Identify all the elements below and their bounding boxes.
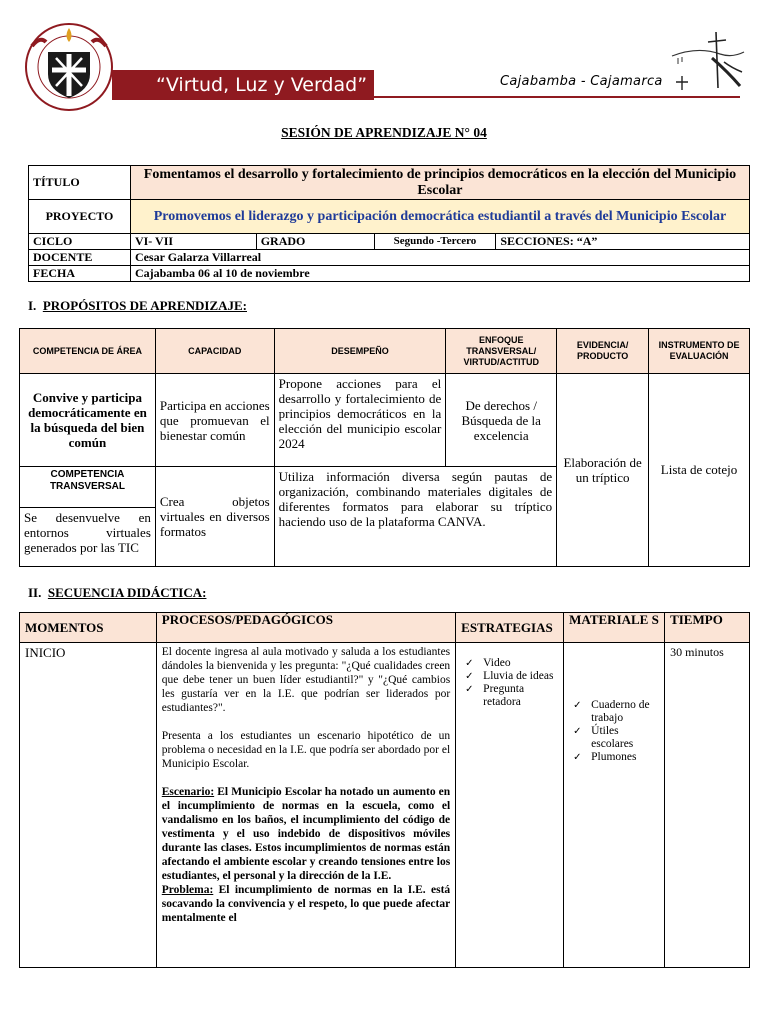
proceso-paragraph-2: Presenta a los estudiantes un escenario hipotético de un problema o necesidad en la I.E. que podría ser abordado por el Municipio Escolar. <box>161 730 451 770</box>
check-icon: ✓ <box>465 671 474 682</box>
capacidad-2: Crea objetos virtuales en diversos formatos <box>155 467 274 567</box>
escenario-text: El Municipio Escolar ha notado un aumento en el incumplimiento de normas en la escuela, como el vandalismo en los baños, el incumplimiento del código de vestimenta y el uso indebido de dispositivos móviles durante las clases. Estos incumplimientos de normas están afectando el ambiente escolar y creando tensiones entre los estudiantes, el personal y la dirección de la I.E. <box>161 786 451 882</box>
header-evidencia: EVIDENCIA/ PRODUCTO <box>557 329 649 374</box>
session-info-table <box>28 165 750 282</box>
instrumento-evaluacion: Lista de cotejo <box>649 374 750 567</box>
header-procesos: PROCESOS/PEDAGÓGICOS <box>156 613 455 643</box>
problema-text: El incumplimiento de normas en la I.E. está socavando la convivencia y el respeto, lo que puede afectar mentalmente el <box>161 884 451 924</box>
materiales-cell <box>564 643 665 968</box>
header-instrumento: INSTRUMENTO DE EVALUACIÓN <box>649 329 750 374</box>
section-1-title: PROPÓSITOS DE APRENDIZAJE: <box>42 298 247 313</box>
proyecto-label: PROYECTO <box>29 200 131 234</box>
list-item: ✓ Cuaderno de trabajo <box>573 699 650 724</box>
desempeno-1: Propone acciones para el desarrollo y fortalecimiento de principios democráticos en la elección del municipio escolar 2024 <box>274 374 446 467</box>
competencia-transversal-label: COMPETENCIA TRANSVERSAL <box>20 467 155 508</box>
motto-banner: “Virtud, Luz y Verdad” <box>112 70 374 100</box>
list-item: ✓ Útiles escolares <box>573 725 634 750</box>
section-1-heading <box>28 298 247 314</box>
section-1-number: I. <box>28 298 37 313</box>
section-2-number: II. <box>28 585 42 600</box>
section-2-title: SECUENCIA DIDÁCTICA: <box>47 585 207 600</box>
header-enfoque: ENFOQUE TRANSVERSAL/ VIRTUD/ACTITUD <box>446 329 557 374</box>
desempeno-2: Utiliza información diversa según pautas de organización, combinando materiales digitales de diferentes formatos para elaborar su tríptico haciendo uso de la plataforma CANVA. <box>274 467 557 567</box>
purposes-table <box>19 328 750 567</box>
proyecto-value: Promovemos el liderazgo y participación democrática estudiantil a través del Municipio Escolar <box>130 200 749 234</box>
problema-label: Problema: <box>161 884 214 896</box>
escenario-label: Escenario: <box>161 786 215 798</box>
school-seal-icon <box>24 22 114 112</box>
page-header <box>0 0 768 120</box>
evidencia-producto: Elaboración de un tríptico <box>557 374 649 567</box>
header-momentos: MOMENTOS <box>20 613 157 643</box>
check-icon: ✓ <box>465 658 474 669</box>
momento-inicio: INICIO <box>20 643 157 968</box>
header-capacidad: CAPACIDAD <box>155 329 274 374</box>
problema-block <box>162 883 450 925</box>
docente-label: DOCENTE <box>29 250 131 266</box>
list-item: ✓ Video <box>465 657 511 669</box>
grado-value: Segundo -Tercero <box>374 234 496 250</box>
fecha-label: FECHA <box>29 266 131 282</box>
header-estrategias: ESTRATEGIAS <box>456 613 564 643</box>
check-icon: ✓ <box>465 684 474 695</box>
church-sketch-icon <box>668 28 746 94</box>
estrategias-list <box>461 657 558 709</box>
grado-label: GRADO <box>256 234 374 250</box>
procesos-cell <box>156 643 455 968</box>
list-item: ✓ Plumones <box>573 751 637 763</box>
ciclo-label: CICLO <box>29 234 131 250</box>
proceso-paragraph-1: El docente ingresa al aula motivado y saluda a los estudiantes dándoles la bienvenida y les pregunta: "¿Qué cualidades creen que debe tener un buen líder estudiantil?" y "¿Qué cambios les gustaría ver en la I.E. que podrían ser liderados por estudiantes?". <box>161 646 451 714</box>
titulo-value: Fomentamos el desarrollo y fortalecimiento de principios democráticos en la elección del Municipio Escolar <box>130 166 749 200</box>
check-icon: ✓ <box>573 726 582 737</box>
titulo-label: TÍTULO <box>29 166 131 200</box>
header-rule <box>374 96 740 98</box>
header-materiales: MATERIALE S <box>564 613 665 643</box>
header-competencia: COMPETENCIA DE ÁREA <box>20 329 156 374</box>
check-icon: ✓ <box>573 700 582 711</box>
list-item: ✓ Lluvia de ideas <box>465 670 554 682</box>
ciclo-value: VI- VII <box>130 234 256 250</box>
capacidad-1: Participa en acciones que promuevan el bienestar común <box>155 374 274 467</box>
enfoque-transversal: De derechos / Búsqueda de la excelencia <box>446 374 557 467</box>
header-tiempo: TIEMPO <box>665 613 750 643</box>
location-text: Cajabamba - Cajamarca <box>500 74 663 89</box>
document-title: SESIÓN DE APRENDIZAJE N° 04 <box>281 125 487 140</box>
competencia-transversal: Se desenvuelve en entornos virtuales generados por las TIC <box>24 510 151 555</box>
sequence-table <box>19 612 750 968</box>
docente-value: Cesar Galarza Villarreal <box>130 250 749 266</box>
tiempo-value: 30 minutos <box>665 643 750 968</box>
fecha-value: Cajabamba 06 al 10 de noviembre <box>130 266 749 282</box>
header-desempeno: DESEMPEÑO <box>274 329 446 374</box>
list-item: ✓ Pregunta retadora <box>465 683 525 708</box>
section-2-heading <box>28 585 206 601</box>
secciones-value: SECCIONES: “A” <box>496 234 750 250</box>
check-icon: ✓ <box>573 752 582 763</box>
escenario-block <box>162 785 450 883</box>
estrategias-cell <box>456 643 564 968</box>
competencia-area: Convive y participa democráticamente en la búsqueda del bien común <box>20 374 156 467</box>
materiales-list <box>569 699 659 764</box>
